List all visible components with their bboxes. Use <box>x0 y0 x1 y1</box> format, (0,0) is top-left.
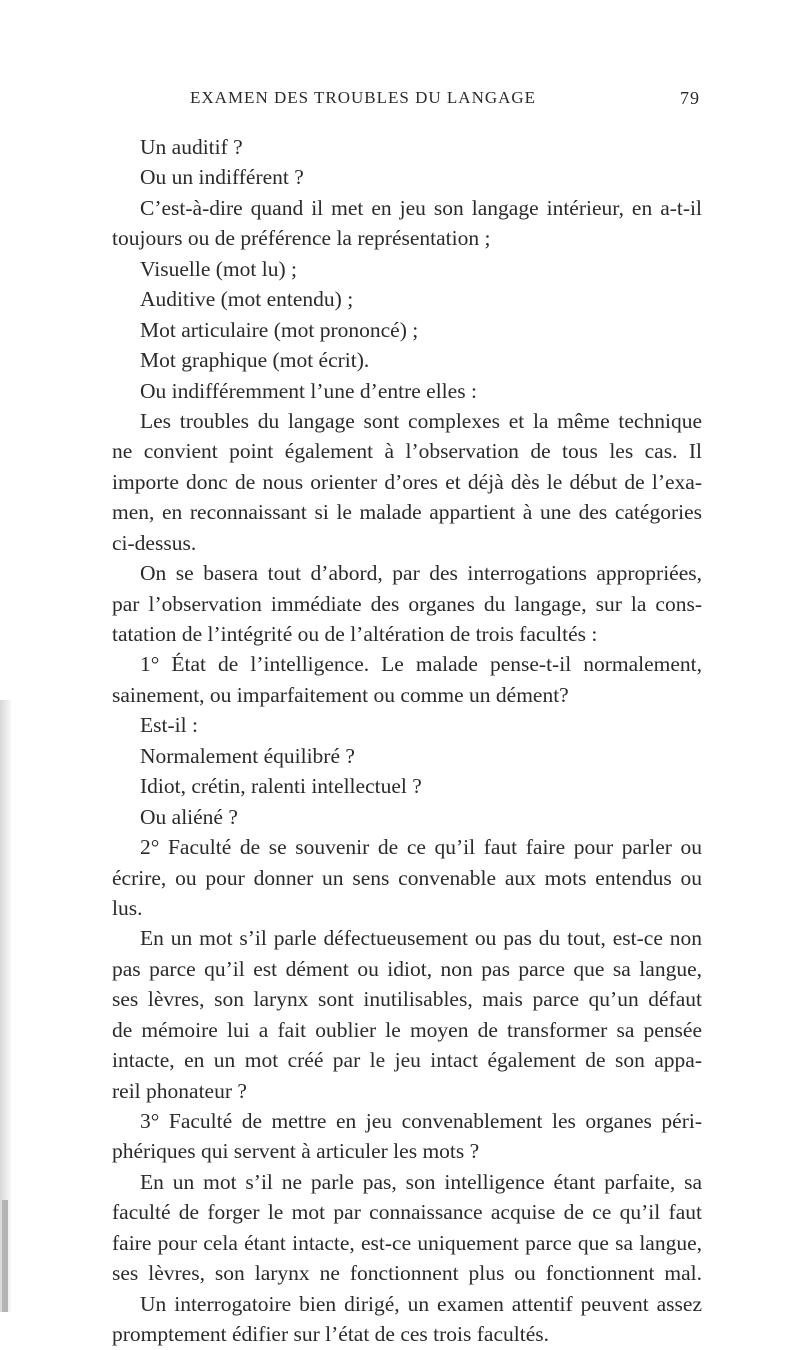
text-line: importe donc de nous orienter d’ores et déjà dès le début de l’exa- <box>112 469 702 494</box>
text-line: écrire, ou pour donner un sens convenable aux mots entendus ou <box>112 865 702 890</box>
text-line: On se basera tout d’abord, par des interrogations appropriées, <box>140 561 702 586</box>
text-line: En un mot s’il parle défectueusement ou pas du tout, est-ce non <box>140 926 702 951</box>
text-line: Ou aliéné ? <box>140 804 238 829</box>
text-line: En un mot s’il ne parle pas, son intelligence étant parfaite, sa <box>140 1169 702 1194</box>
text-line: ci-dessus. <box>112 530 197 555</box>
text-line: ses lèvres, son larynx ne fonctionnent plus ou fonctionnent mal. <box>112 1261 702 1286</box>
page-number: 79 <box>680 88 700 108</box>
text-line: 3° Faculté de mettre en jeu convenablement les organes péri- <box>140 1109 702 1133</box>
text-line: sainement, ou imparfaitement ou comme un dément? <box>112 682 569 707</box>
page-header <box>190 88 700 118</box>
text-line: men, en reconnaissant si le malade appartient à une des catégories <box>112 500 702 525</box>
text-line: Visuelle (mot lu) ; <box>140 256 297 281</box>
text-line: 2° Faculté de se souvenir de ce qu’il faut faire pour parler ou <box>140 835 702 860</box>
text-line: promptement édifier sur l’état de ces trois facultés. <box>112 1322 550 1347</box>
text-line: faire pour cela étant intacte, est-ce uniquement parce que sa langue, <box>112 1230 702 1255</box>
text-line: Mot articulaire (mot prononcé) ; <box>140 317 419 342</box>
text-line: ne convient point également à l’observation de tous les cas. Il <box>112 439 702 464</box>
text-line: tatation de l’intégrité ou de l’altération de trois facultés : <box>112 622 598 646</box>
text-line: Auditive (mot entendu) ; <box>140 287 354 312</box>
page-edge-binding <box>2 1200 8 1312</box>
text-line: de mémoire lui a fait oublier le moyen de transformer sa pensée <box>112 1017 702 1042</box>
text-line: Ou indifféremment l’une d’entre elles : <box>140 378 477 403</box>
text-line: ses lèvres, son larynx sont inutilisables, mais parce qu’un défaut <box>112 987 702 1012</box>
text-line: C’est-à-dire quand il met en jeu son langage intérieur, en a-t-il <box>140 195 702 220</box>
text-line: 1° État de l’intelligence. Le malade pense-t-il normalement, <box>140 652 702 677</box>
running-title: EXAMEN DES TROUBLES DU LANGAGE <box>190 88 537 107</box>
text-line: Les troubles du langage sont complexes et la même technique <box>140 408 702 433</box>
text-line: Mot graphique (mot écrit). <box>140 348 370 373</box>
text-line: reil phonateur ? <box>112 1078 247 1103</box>
text-line: Un auditif ? <box>140 135 243 159</box>
text-line: Est-il : <box>140 713 198 738</box>
body-text <box>112 132 702 1350</box>
text-line: pas parce qu’il est dément ou idiot, non pas parce que sa langue, <box>112 956 702 981</box>
text-line: Normalement équilibré ? <box>140 743 355 768</box>
text-line: phériques qui servent à articuler les mots ? <box>112 1139 480 1164</box>
text-line: Idiot, crétin, ralenti intellectuel ? <box>140 774 422 799</box>
text-line: faculté de forger le mot par connaissance acquise de ce qu’il faut <box>112 1200 702 1225</box>
text-line: Ou un indifférent ? <box>140 165 304 190</box>
text-line: Un interrogatoire bien dirigé, un examen attentif peuvent assez <box>140 1291 702 1316</box>
text-line: toujours ou de préférence la représentation ; <box>112 226 491 251</box>
text-line: par l’observation immédiate des organes du langage, sur la cons- <box>112 591 702 616</box>
text-line: intacte, en un mot créé par le jeu intact également de son appa- <box>112 1048 702 1073</box>
text-line: lus. <box>112 895 143 920</box>
